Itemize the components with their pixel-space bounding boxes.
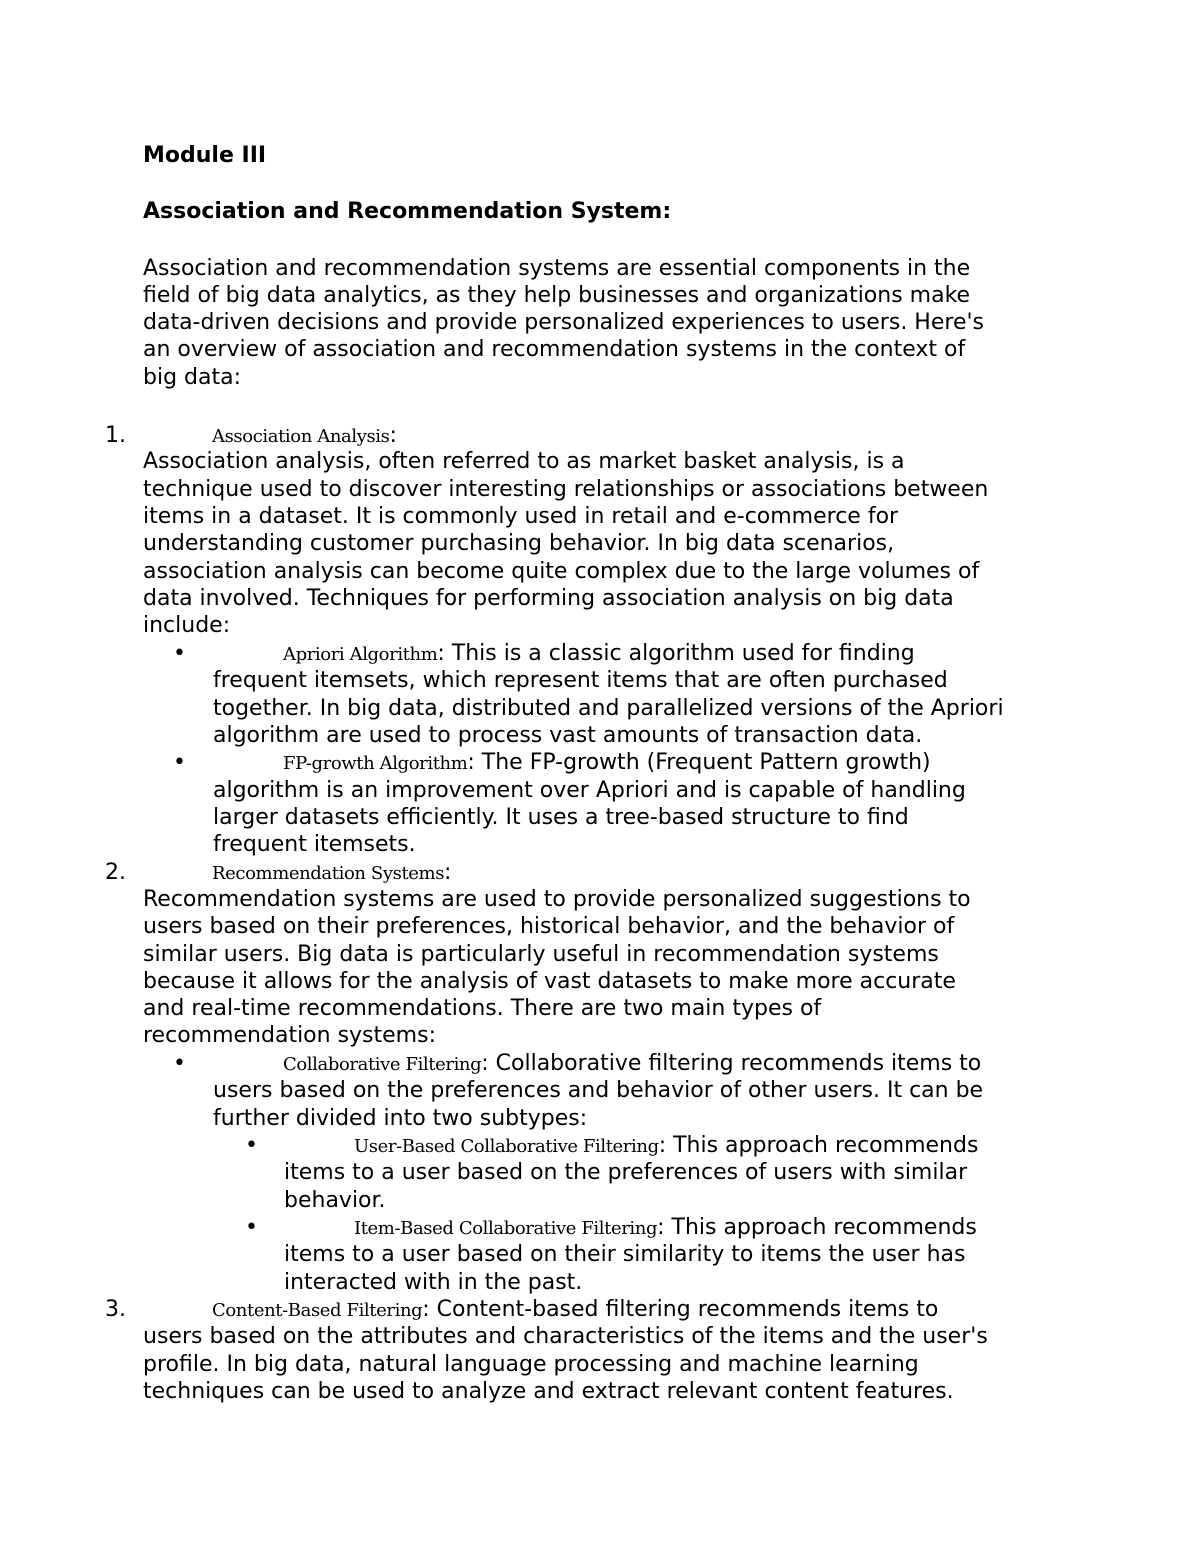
subbullet-text: : This approach recommends: [658, 1133, 979, 1158]
intro-line: an overview of association and recommendation systems in the context of: [143, 337, 966, 362]
body-line: similar users. Big data is particularly useful in recommendation systems: [143, 942, 939, 967]
bullet-term: FP-growth Algorithm: [283, 753, 468, 774]
body-line: and real-time recommendations. There are two main types of: [143, 996, 822, 1021]
bullet-line: together. In big data, distributed and parallelized versions of the Apriori: [213, 696, 1004, 721]
bullet-line: users based on the preferences and behavior of other users. It can be: [213, 1078, 984, 1103]
body-line: association analysis can become quite complex due to the large volumes of: [143, 559, 980, 584]
list-number: 2.: [105, 860, 126, 885]
bullet-icon: •: [173, 1051, 186, 1076]
subbullet-text: : This approach recommends: [657, 1215, 977, 1240]
subbullet-line: items to a user based on their similarity to items the user has: [284, 1242, 966, 1267]
section-title: Association and Recommendation System:: [143, 199, 672, 224]
section-heading-term: Recommendation Systems: [212, 863, 445, 884]
section-heading-term: Content-Based Filtering: [212, 1300, 423, 1321]
body-line: users based on their preferences, historical behavior, and the behavior of: [143, 914, 955, 939]
body-line: data involved. Techniques for performing association analysis on big data: [143, 586, 954, 611]
body-line: Recommendation systems are used to provide personalized suggestions to: [143, 887, 971, 912]
bullet-icon: •: [173, 750, 186, 775]
list-number: 1.: [105, 423, 126, 448]
bullet-term: Apriori Algorithm: [283, 644, 438, 665]
subbullet-line: behavior.: [284, 1188, 386, 1213]
bullet-first-line: [283, 749, 931, 777]
section-heading-term: Association Analysis: [212, 426, 390, 447]
subbullet-term: Item-Based Collaborative Filtering: [354, 1218, 658, 1239]
section-heading-colon: :: [444, 860, 452, 885]
subbullet-first-line: [354, 1132, 978, 1160]
body-line: techniques can be used to analyze and extract relevant content features.: [143, 1379, 954, 1404]
bullet-icon: •: [173, 641, 186, 666]
body-line: items in a dataset. It is commonly used in retail and e-commerce for: [143, 504, 899, 529]
bullet-line: frequent itemsets, which represent items that are often purchased: [213, 668, 948, 693]
section-heading-colon: :: [389, 423, 397, 448]
intro-line: Association and recommendation systems are essential components in the: [143, 256, 971, 281]
intro-line: data-driven decisions and provide personalized experiences to users. Here's: [143, 310, 984, 335]
intro-line: field of big data analytics, as they help businesses and organizations make: [143, 283, 971, 308]
body-line: technique used to discover interesting relationships or associations between: [143, 477, 989, 502]
bullet-text: : Collaborative filtering recommends items to: [481, 1051, 982, 1076]
bullet-first-line: [283, 1050, 981, 1078]
section-heading-text: : Content-based filtering recommends items to: [422, 1297, 939, 1322]
module-heading: Module III: [143, 143, 267, 168]
section-heading: [212, 422, 397, 450]
list-number: 3.: [105, 1297, 126, 1322]
subbullet-first-line: [354, 1214, 977, 1242]
body-line: understanding customer purchasing behavior. In big data scenarios,: [143, 531, 895, 556]
subbullet-line: interacted with in the past.: [284, 1270, 583, 1295]
subbullet-term: User-Based Collaborative Filtering: [354, 1136, 659, 1157]
bullet-line: frequent itemsets.: [213, 832, 416, 857]
bullet-line: further divided into two subtypes:: [213, 1106, 588, 1131]
body-line: Association analysis, often referred to as market basket analysis, is a: [143, 449, 905, 474]
bullet-line: algorithm are used to process vast amounts of transaction data.: [213, 723, 923, 748]
bullet-line: algorithm is an improvement over Apriori and is capable of handling: [213, 778, 966, 803]
bullet-line: larger datasets efficiently. It uses a tree-based structure to find: [213, 805, 909, 830]
body-line: profile. In big data, natural language processing and machine learning: [143, 1352, 919, 1377]
subbullet-line: items to a user based on the preferences of users with similar: [284, 1160, 968, 1185]
bullet-first-line: [283, 640, 915, 668]
bullet-text: : This is a classic algorithm used for finding: [437, 641, 915, 666]
bullet-text: : The FP-growth (Frequent Pattern growth): [467, 750, 931, 775]
body-line: include:: [143, 613, 231, 638]
subbullet-icon: •: [245, 1215, 258, 1240]
section-heading: [212, 859, 451, 887]
body-line: recommendation systems:: [143, 1023, 436, 1048]
bullet-term: Collaborative Filtering: [283, 1054, 482, 1075]
intro-line: big data:: [143, 365, 242, 390]
body-line: users based on the attributes and characteristics of the items and the user's: [143, 1324, 988, 1349]
section-heading: [212, 1296, 938, 1324]
subbullet-icon: •: [245, 1133, 258, 1158]
body-line: because it allows for the analysis of vast datasets to make more accurate: [143, 969, 956, 994]
